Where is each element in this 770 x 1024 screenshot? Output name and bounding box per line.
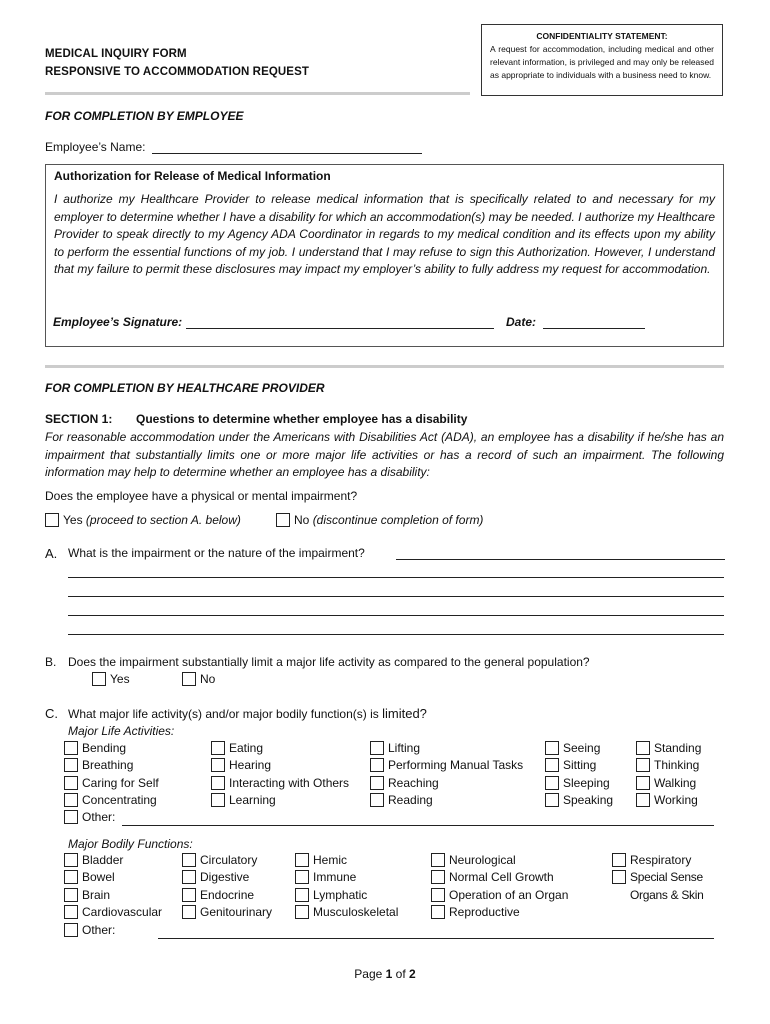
authorization-title: Authorization for Release of Medical Information: [54, 169, 331, 183]
life-option-concentrating[interactable]: [64, 793, 157, 807]
form-subtitle: RESPONSIVE TO ACCOMMODATION REQUEST: [45, 66, 309, 78]
employee-name-label: Employee’s Name:: [45, 140, 146, 154]
option-label: Other:: [82, 810, 116, 824]
question-b-no-checkbox[interactable]: [182, 672, 196, 686]
checkbox[interactable]: [64, 923, 78, 937]
life-other-field[interactable]: [122, 812, 714, 826]
checkbox[interactable]: [182, 870, 196, 884]
question-c-text-wrap: [68, 706, 427, 721]
checkbox[interactable]: [636, 758, 650, 772]
provider-section-heading: FOR COMPLETION BY HEALTHCARE PROVIDER: [45, 381, 325, 395]
option-label: Interacting with Others: [229, 776, 350, 790]
option-label: Hemic: [313, 853, 348, 867]
option-label: Normal Cell Growth: [449, 870, 554, 884]
question-a-answer-line-3[interactable]: [68, 583, 724, 597]
option-label: Endocrine: [200, 888, 255, 902]
life-option-walking[interactable]: [636, 776, 696, 790]
option-label: Neurological: [449, 853, 516, 867]
option-label: Reproductive: [449, 905, 520, 919]
question-b-yes-option[interactable]: [92, 672, 130, 686]
question-b-no-label: No: [200, 672, 216, 686]
page-prefix: Page: [354, 967, 386, 981]
bodily-option-musculoskeletal[interactable]: [295, 905, 398, 919]
checkbox[interactable]: [545, 741, 559, 755]
checkbox[interactable]: [64, 793, 78, 807]
impairment-yes-note: (proceed to section A. below): [85, 513, 241, 527]
confidentiality-title: CONFIDENTIALITY STATEMENT:: [536, 31, 668, 41]
authorization-text: I authorize my Healthcare Provider to release medical information that is specifically related to and necessary for my employer to determine whether I have a disability for which an accommodation(s) may be needed. I authorize my Healthcare Provider to speak directly to my Agency ADA Coordinator in regards to my medical condition and its effects upon my ability to perform the essential functions of my job. I understand that I may refuse to sign this Authorization. However, I understand that my failure to permit these disclosures may impact my employer’s ability to fully address my request for accommodation.: [54, 192, 715, 277]
section1-intro: For reasonable accommodation under the Americans with Disabilities Act (ADA), an employee has a disability if he/she has an impairment that substantially limits one or more major life activities or has a record of such an impairment. The following information may help to determine whether an employee has a disability:: [45, 430, 724, 480]
question-a-answer-line-1[interactable]: [396, 546, 725, 560]
bodily-option-special-sense[interactable]: [612, 870, 703, 884]
option-label: Concentrating: [82, 793, 157, 807]
page-number: [0, 967, 770, 981]
confidentiality-text: A request for accommodation, including medical and other relevant information, is privileged and may only be released as appropriate to individuals with a business need to know.: [490, 44, 714, 80]
checkbox[interactable]: [431, 853, 445, 867]
impairment-question: Does the employee have a physical or mental impairment?: [45, 489, 358, 503]
question-c-text-end: limited?: [382, 706, 427, 721]
checkbox[interactable]: [211, 793, 225, 807]
checkbox[interactable]: [370, 758, 384, 772]
question-b-letter: B.: [45, 655, 57, 669]
option-label: Respiratory: [630, 853, 692, 867]
checkbox[interactable]: [431, 870, 445, 884]
checkbox[interactable]: [370, 741, 384, 755]
question-a-letter: A.: [45, 546, 58, 561]
employee-section-heading: FOR COMPLETION BY EMPLOYEE: [45, 109, 244, 123]
checkbox[interactable]: [636, 741, 650, 755]
bodily-option-genitourinary[interactable]: [182, 905, 272, 919]
section1-label: SECTION 1:: [45, 412, 113, 426]
bodily-option-lymphatic[interactable]: [295, 888, 367, 902]
bodily-option-respiratory[interactable]: [612, 853, 691, 867]
impairment-no-checkbox[interactable]: [276, 513, 290, 527]
option-label: Cardiovascular: [82, 905, 163, 919]
life-option-working[interactable]: [636, 793, 698, 807]
option-label: Performing Manual Tasks: [388, 758, 524, 772]
checkbox[interactable]: [545, 776, 559, 790]
bodily-option-neurological[interactable]: [431, 853, 516, 867]
option-label: Digestive: [200, 870, 250, 884]
impairment-no-option[interactable]: [276, 513, 483, 527]
checkbox[interactable]: [64, 776, 78, 790]
checkbox[interactable]: [370, 793, 384, 807]
checkbox[interactable]: [211, 776, 225, 790]
bodily-option-bowel[interactable]: [64, 870, 115, 884]
impairment-no-label: No: [294, 513, 310, 527]
impairment-yes-label: Yes: [63, 513, 83, 527]
checkbox[interactable]: [431, 905, 445, 919]
date-field[interactable]: [543, 315, 645, 329]
option-label: Musculoskeletal: [313, 905, 399, 919]
section-divider: [45, 365, 724, 368]
life-option-hearing[interactable]: [211, 758, 271, 772]
option-label: Working: [654, 793, 698, 807]
option-label: Walking: [654, 776, 697, 790]
option-label: Thinking: [654, 758, 700, 772]
life-option-bending[interactable]: [64, 741, 126, 755]
option-label: Standing: [654, 741, 702, 755]
bodily-option-bladder[interactable]: [64, 853, 123, 867]
checkbox[interactable]: [295, 905, 309, 919]
checkbox[interactable]: [64, 888, 78, 902]
checkbox[interactable]: [211, 741, 225, 755]
checkbox[interactable]: [64, 741, 78, 755]
signature-field[interactable]: [186, 315, 494, 329]
header-divider: [45, 92, 470, 95]
date-label: Date:: [506, 315, 537, 329]
option-label: Other:: [82, 923, 116, 937]
impairment-no-note: (discontinue completion of form): [312, 513, 484, 527]
option-label: Seeing: [563, 741, 601, 755]
question-b-no-option[interactable]: [182, 672, 215, 686]
option-label: Speaking: [563, 793, 614, 807]
option-label: Sitting: [563, 758, 597, 772]
bodily-option-reproductive[interactable]: [431, 905, 520, 919]
option-label: Caring for Self: [82, 776, 159, 790]
bodily-option-endocrine[interactable]: [182, 888, 254, 902]
checkbox[interactable]: [295, 853, 309, 867]
option-label: Bladder: [82, 853, 124, 867]
form-title: MEDICAL INQUIRY FORM: [45, 48, 187, 60]
life-option-breathing[interactable]: [64, 758, 133, 772]
life-option-seeing[interactable]: [545, 741, 600, 755]
checkbox[interactable]: [64, 810, 78, 824]
checkbox[interactable]: [64, 758, 78, 772]
bodily-option-circulatory[interactable]: [182, 853, 257, 867]
question-c-text: What major life activity(s) and/or major bodily function(s) is: [68, 707, 383, 721]
checkbox[interactable]: [211, 758, 225, 772]
question-a-answer-line-2[interactable]: [68, 564, 724, 578]
option-label: Reaching: [388, 776, 439, 790]
bodily-option-hemic[interactable]: [295, 853, 347, 867]
checkbox[interactable]: [182, 905, 196, 919]
checkbox[interactable]: [64, 905, 78, 919]
option-label: Special Sense: [630, 870, 703, 884]
option-label: Circulatory: [200, 853, 258, 867]
bodily-option-operation-of-organ[interactable]: [431, 888, 568, 902]
option-label: Hearing: [229, 758, 272, 772]
checkbox[interactable]: [612, 870, 626, 884]
option-label: Learning: [229, 793, 276, 807]
signature-label: Employee’s Signature:: [53, 315, 183, 329]
option-label: Brain: [82, 888, 111, 902]
confidentiality-box: [481, 24, 723, 96]
checkbox[interactable]: [370, 776, 384, 790]
bodily-option-brain[interactable]: [64, 888, 110, 902]
life-option-speaking[interactable]: [545, 793, 613, 807]
checkbox[interactable]: [612, 853, 626, 867]
checkbox[interactable]: [182, 853, 196, 867]
question-b-text: Does the impairment substantially limit a major life activity as compared to the general population?: [68, 655, 590, 669]
bodily-option-cardiovascular[interactable]: [64, 905, 162, 919]
option-label: Lifting: [388, 741, 421, 755]
checkbox[interactable]: [64, 853, 78, 867]
checkbox[interactable]: [295, 888, 309, 902]
checkbox[interactable]: [636, 776, 650, 790]
option-label: Breathing: [82, 758, 134, 772]
question-a-answer-line-5[interactable]: [68, 621, 724, 635]
bodily-option-immune[interactable]: [295, 870, 356, 884]
life-option-other[interactable]: [64, 810, 115, 824]
option-label: Bending: [82, 741, 127, 755]
bodily-other-field[interactable]: [158, 925, 714, 939]
checkbox[interactable]: [182, 888, 196, 902]
page-of: of: [392, 967, 410, 981]
question-a-answer-line-4[interactable]: [68, 602, 724, 616]
page-current: 1: [385, 967, 393, 981]
checkbox[interactable]: [64, 870, 78, 884]
bodily-option-normal-cell-growth[interactable]: [431, 870, 554, 884]
bodily-option-digestive[interactable]: [182, 870, 249, 884]
life-option-sitting[interactable]: [545, 758, 596, 772]
option-label: Bowel: [82, 870, 115, 884]
life-option-learning[interactable]: [211, 793, 276, 807]
bodily-functions-heading: Major Bodily Functions:: [68, 837, 193, 851]
life-option-standing[interactable]: [636, 741, 701, 755]
life-option-sleeping[interactable]: [545, 776, 610, 790]
question-a-text: What is the impairment or the nature of the impairment?: [68, 546, 365, 560]
section1-title: Questions to determine whether employee has a disability: [136, 412, 468, 426]
life-option-eating[interactable]: [211, 741, 263, 755]
employee-name-field[interactable]: [152, 140, 422, 154]
question-b-yes-label: Yes: [110, 672, 130, 686]
checkbox[interactable]: [295, 870, 309, 884]
life-option-caring-for-self[interactable]: [64, 776, 159, 790]
option-label: Operation of an Organ: [449, 888, 569, 902]
question-c-letter: C.: [45, 706, 58, 721]
checkbox[interactable]: [431, 888, 445, 902]
option-label: Sleeping: [563, 776, 610, 790]
question-b-yes-checkbox[interactable]: [92, 672, 106, 686]
life-option-reaching[interactable]: [370, 776, 439, 790]
checkbox[interactable]: [545, 758, 559, 772]
bodily-option-other[interactable]: [64, 923, 115, 937]
life-option-interacting[interactable]: [211, 776, 349, 790]
impairment-yes-checkbox[interactable]: [45, 513, 59, 527]
impairment-yes-option[interactable]: [45, 513, 241, 527]
bodily-option-special-sense-cont: Organs & Skin: [630, 888, 704, 902]
option-label: Lymphatic: [313, 888, 368, 902]
life-option-lifting[interactable]: [370, 741, 420, 755]
option-label: Eating: [229, 741, 264, 755]
option-label: Reading: [388, 793, 433, 807]
life-option-thinking[interactable]: [636, 758, 699, 772]
option-label: Genitourinary: [200, 905, 273, 919]
life-activities-heading: Major Life Activities:: [68, 724, 175, 738]
life-option-manual-tasks[interactable]: [370, 758, 523, 772]
checkbox[interactable]: [636, 793, 650, 807]
checkbox[interactable]: [545, 793, 559, 807]
option-label: Immune: [313, 870, 357, 884]
life-option-reading[interactable]: [370, 793, 433, 807]
page-total: 2: [409, 967, 416, 981]
